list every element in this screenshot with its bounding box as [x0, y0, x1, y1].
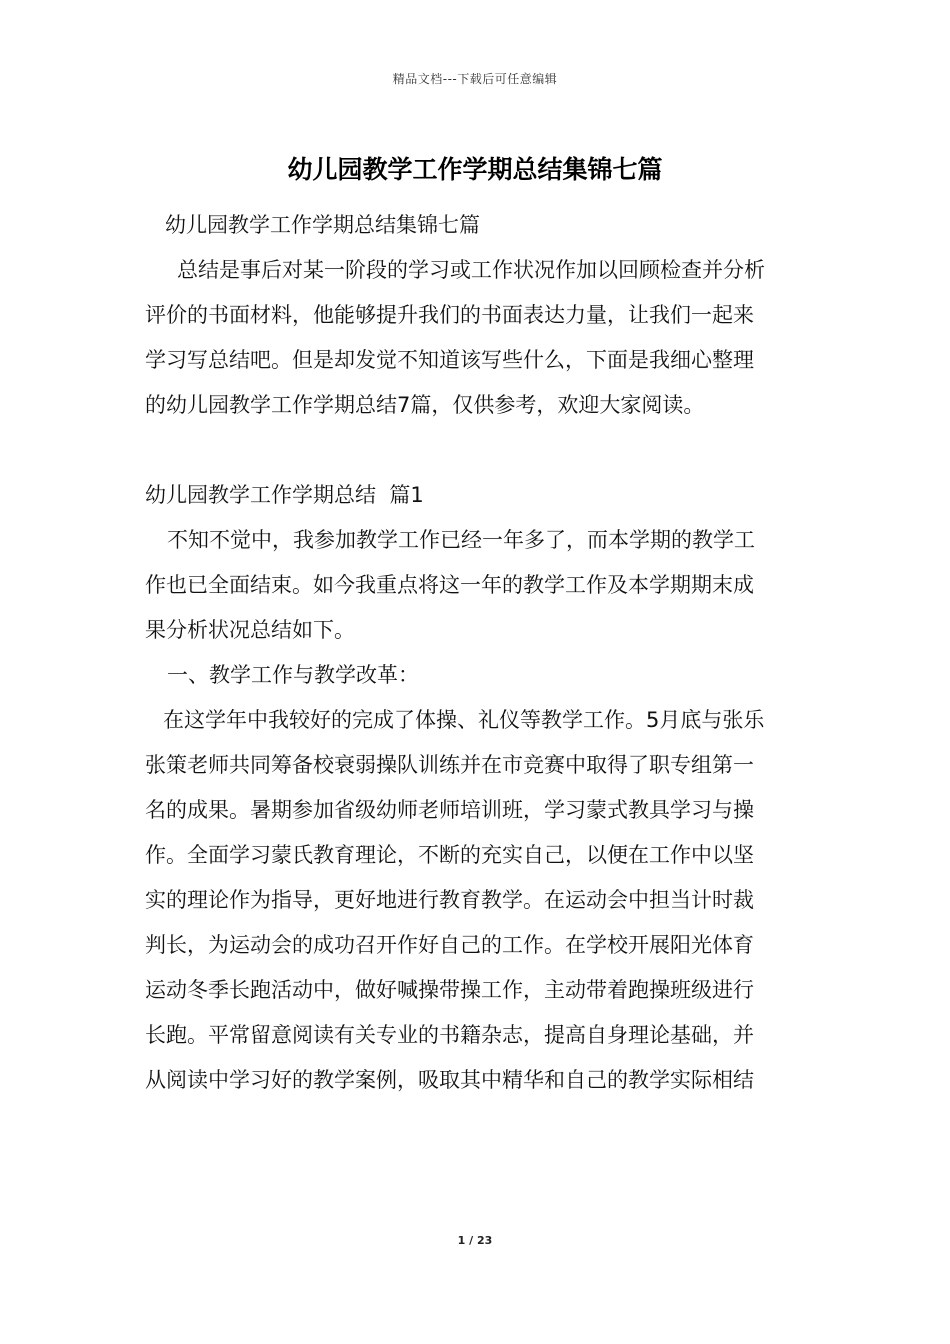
document-body	[145, 203, 810, 1103]
paragraph-line: 在这学年中我较好的完成了体操、礼仪等教学工作。5月底与张乐	[163, 708, 765, 732]
paragraph-line: 作。全面学习蒙氏教育理论，不断的充实自己，以便在工作中以坚	[145, 843, 754, 867]
page-header: 精品文档---下载后可任意编辑	[392, 72, 558, 86]
intro-line: 总结是事后对某一阶段的学习或工作状况作加以回顾检查并分析	[177, 258, 765, 282]
section-title: 幼儿园教学工作学期总结 篇1	[145, 483, 424, 507]
paragraph-line: 判长，为运动会的成功召开作好自己的工作。在学校开展阳光体育	[145, 933, 754, 957]
document-subtitle: 幼儿园教学工作学期总结集锦七篇	[165, 213, 480, 237]
intro-line: 学习写总结吧。但是却发觉不知道该写些什么，下面是我细心整理	[145, 348, 754, 372]
paragraph-line: 作也已全面结束。如今我重点将这一年的教学工作及本学期期末成	[145, 573, 754, 597]
document-title: 幼儿园教学工作学期总结集锦七篇	[287, 155, 663, 184]
intro-line: 的幼儿园教学工作学期总结7篇，仅供参考，欢迎大家阅读。	[145, 393, 705, 417]
section-heading: 一、教学工作与教学改革：	[167, 663, 419, 687]
paragraph-line: 实的理论作为指导，更好地进行教育教学。在运动会中担当计时裁	[145, 888, 754, 912]
paragraph-line: 果分析状况总结如下。	[145, 618, 355, 642]
paragraph-line: 长跑。平常留意阅读有关专业的书籍杂志，提高自身理论基础，并	[145, 1023, 754, 1047]
paragraph-line: 从阅读中学习好的教学案例，吸取其中精华和自己的教学实际相结	[145, 1068, 754, 1092]
paragraph-line: 运动冬季长跑活动中，做好喊操带操工作，主动带着跑操班级进行	[145, 978, 754, 1002]
paragraph-line: 名的成果。暑期参加省级幼师老师培训班，学习蒙式教具学习与操	[145, 798, 754, 822]
intro-line: 评价的书面材料，他能够提升我们的书面表达力量，让我们一起来	[145, 303, 754, 327]
paragraph-line: 张策老师共同筹备校衰弱操队训练并在市竞赛中取得了职专组第一	[145, 753, 754, 777]
blank-line	[145, 428, 810, 473]
paragraph-line: 不知不觉中，我参加教学工作已经一年多了，而本学期的教学工	[167, 528, 755, 552]
page-number: 1 / 23	[457, 1234, 493, 1247]
